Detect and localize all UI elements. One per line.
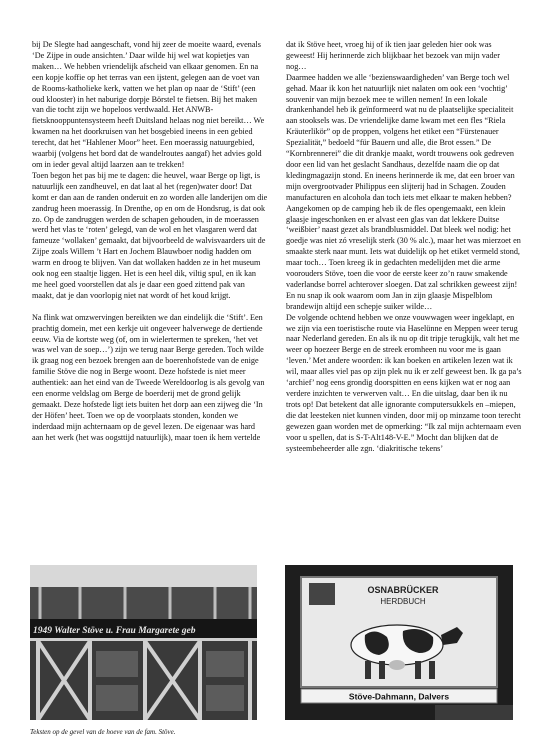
farmhouse-gable-photo: [30, 565, 257, 720]
herdbook-sign-photo: [285, 565, 513, 720]
right-paragraph-2: Daarmee hadden we alle ‘bezienswaardigheden’ van Berge toch wel gehad. Maar ik kon het natuurlijk niet nalaten om ook een ‘vochtig’ souvenir van mijn bezoek mee te willen nemen! In een lokale drankenhandel heb ik geïnformeerd wat nu de plaatselijke specialiteit aan stooksels was. De vriendelijke dame kwam met een fles “Riela Kräuterlikör” op de proppen, volgens het etiket een “Fürstenauer Spezialität,” bedoeld “für Bauern und alle, die Brot essen.” De “Kornbrennerei” die dit drankje maakt, wordt trouwens ook gedreven door een lid van het geslacht Sandhaus, dezelfde naam die op dat kledingmagazijn stond. En ineens herinnerde ik me, dat een broer van mijn overgrootvader Philippus een slijterij had in Schagen. Zouden manufacturen en alcohola dan toch iets met elkaar te maken hebben? Aangekomen op de camping heb ik de fles opengemaakt, een klein glaasje ingeschonken en er alvast een glas van dat lekkere Duitse ‘weißbier’ naast gezet als brandblusmiddel. Dat bleek wel nodig: het goedje was niet zó vreselijk sterk (30 % alc.), maar het was mierzoet en smaakte sterk naar munt. Iets wat duidelijk op het etiket vermeld stond, maar toch… Toen kreeg ik in gedachten medelijden met die arme voorouders Stöve, toen die voor de eerste keer zo’n rauw smakende vaderlandse borrel achterover sloegen. Dat zal schrikken geweest zijn! En nu snap ik ook waarom oom Jan in zijn glaasje Mispelblom brandewijn altijd een schepje suiker wilde…: [286, 72, 521, 311]
left-paragraph-2: Toen begon het pas bij me te dagen: die heuvel, waar Berge op ligt, is natuurlijk een zandheuvel, en dat laat al het (regen)water door! Dat komt er dan aan de randen onderuit en zo worden alle landerijen om die zandrug heen moerassig. In Drenthe, op en om de Hondsrug, is dat ook zo. Op de zandruggen werden de schapen gehouden, in de moerassen werd het vlas te ‘roten’ gelegd, van de wol en het vlasgaren werd dat fameuze ‘wollaken’ gemaakt, dat bijvoorbeeld de walvisvaarders uit de Zijpe zoals Willem ’t Hart en Jochem Blauwboer nodig hadden om warm en droog te blijven. Van dat wollaken hadden ze in het museum ook nog een staaltje liggen. Het is een heel dik, viltig spul, en ik kan me heel goed voorstellen dat als je daar een goed zittend pak van maakt, dat je dan voorlopig niet nat wordt of het koud krijgt.: [32, 170, 268, 300]
left-paragraph-3: Na flink wat omzwervingen bereikten we dan eindelijk die ‘Stift’. Een prachtig domein, met een kerkje uit ongeveer halverwege de dertiende eeuw. Via de kortste weg (of, om in wielertermen te spreken, ‘het vet was wel van de soep…’) zijn we terug naar Berge gereden. Toch wilde ik graag nog een bezoek brengen aan de boerenhofstede van de enige familie Stöve die nog in Berge woont. Deze hofstede is niet meer authentiek: aan het eind van de Tweede Wereldoorlog is als gevolg van een enorme veldslag om Berge de boerderij met de grond gelijk gemaakt. Deze hofstede ligt iets buiten het dorp aan een zijweg die ‘In der Höfen’ heet. Toen we op de voorplaats stonden, konden we inderdaad mijn achternaam op de gevel lezen. De eigenaar was hard aan het werk (het was oogsttijd natuurlijk), maar toen ik hem vertelde: [32, 312, 265, 442]
right-text-column: [286, 40, 522, 454]
photo-caption: Teksten op de gevel van de hoeve van de fam. Stöve.: [30, 728, 176, 736]
gable-inscription-text: 1949 Walter Stöve u. Frau Margarete geb: [33, 626, 196, 636]
sign-bottom-text: Stöve-Dahmann, Dalvers: [348, 691, 450, 702]
sign-title-text: OSNABRÜCKER: [367, 585, 439, 595]
left-paragraph-1: bij De Slegte had aangeschaft, vond hij zeer de moeite waard, evenals ‘De Zijpe in oude ansichten.’ Daar wilde hij wel wat kopietjes van maken… We hebben vriendelijk afscheid van elkaar genomen. En na een kopje koffie op het terras van een ijstent, gelegen aan de voet van de Rooms-katholieke kerk, vatten we het plan op naar de ‘Stift’ (een oud klooster) in het naburige dorpje Börstel te fietsen. Bij het maken van die tocht zijn we hopeloos verdwaald. Het ANWB-fietsknooppuntensysteem heeft Duitsland helaas nog niet bereikt… We kwamen na het doorkruisen van het bosgebied ineens in een gebied terecht, dat het “Hahlener Moor” heet. Een moerassig natuurgebied, waarbij (volgens het bord dat de wandelroutes aangaf) het advies gold om in ieder geval altijd laarzen aan te trekken!: [32, 40, 265, 169]
right-paragraph-1: dat ik Stöve heet, vroeg hij of ik tien jaar geleden hier ook was geweest! Hij herinnerde zich blijkbaar het bezoek van mijn vader nog…: [286, 40, 500, 71]
right-paragraph-3: De volgende ochtend hebben we onze vouwwagen weer ingeklapt, en we zijn via een toeristische route via Haselünne en Meppen weer terug naar Nederland gereden. En als ik nu op dit tripje terugkijk, valt het me weer op hoezeer Berge en de streek eromheen nu voor me is gaan ‘leven.’ Met andere woorden: ik kan boeken en artikelen lezen wat ik wil, maar alles viel pas op zijn plek nu ik er zelf geweest ben. Ik ga pa’s ‘archief’ nog eens grondig doorspitten en eens kijken wat er nog aan verdere inzichten te verwerven valt… En die uitslag, daar ben ik nu trots op! Dat betekent dat alle ignorante computersukkels en –miepen, die dat leesteken niet kunnen vinden, door mij op minzame toon terecht gewezen gaan worden met de opmerking: “Ik zal mijn achternaam even voor u spellen, dat is S-T-Alt148-V-E.” Mocht dan blijken dat de systeembeheerder alle zgn. ‘diakritische tekens’: [286, 312, 522, 453]
left-text-column: [32, 40, 268, 444]
sign-subtitle-text: HERDBUCH: [380, 597, 426, 606]
